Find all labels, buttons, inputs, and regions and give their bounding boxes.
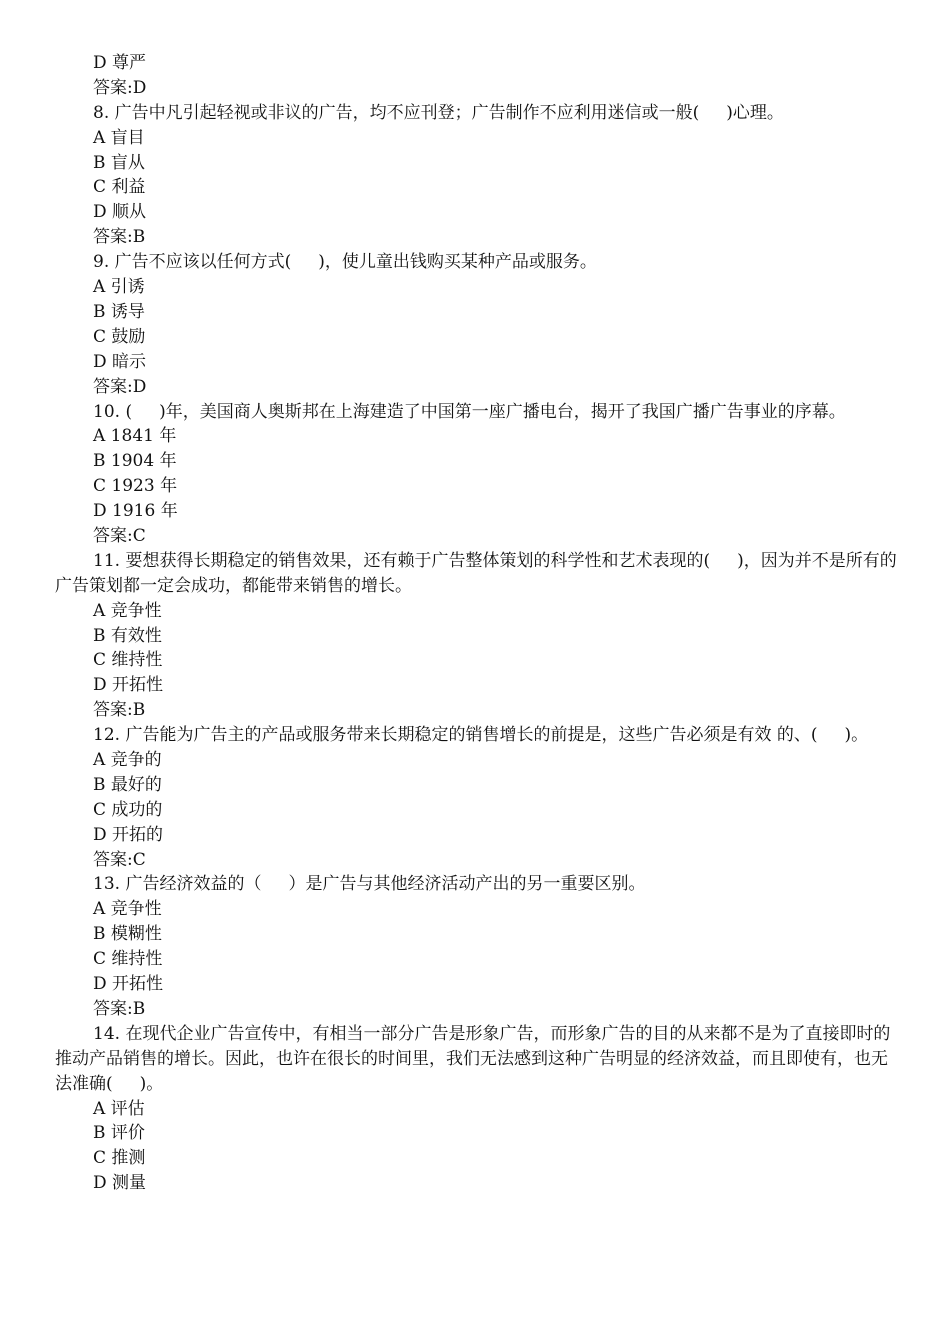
option: A 引诱 [93,277,145,298]
option: C 维持性 [93,949,163,970]
option: B 评价 [93,1123,145,1144]
option: B 1904 年 [93,451,177,472]
option: A 竞争性 [93,899,162,920]
answer: 答案:B [93,998,146,1019]
answer: 答案:B [93,700,146,721]
answer: 答案:B [93,227,146,248]
option: D 测量 [93,1173,147,1194]
option: B 盲从 [93,152,145,173]
option: B 有效性 [93,625,162,646]
question-stem: 14. 在现代企业广告宣传中，有相当一部分广告是形象广告，而形象广告的目的从来都不是为了直接即时的推动产品销售的增长。因此，也许在很长的时间里，我们无法感到这种广告明显的经济效益，而且即使有，也无法准确( )。 [55,1023,891,1094]
option: D 暗示 [93,351,147,372]
option: A 盲目 [93,127,145,148]
question-stem: 8. 广告中凡引起轻视或非议的广告，均不应刊登；广告制作不应利用迷信或一般( )心理。 [93,102,784,123]
question-list [55,51,900,1196]
option: A 竞争的 [93,750,162,771]
option: B 最好的 [93,774,162,795]
question-stem: 11. 要想获得长期稳定的销售效果，还有赖于广告整体策划的科学性和艺术表现的( )，因为并不是所有的广告策划都一定会成功，都能带来销售的增长。 [55,550,897,596]
option: B 模糊性 [93,924,162,945]
option: A 1841 年 [93,426,177,447]
question-stem: 10. ( )年，美国商人奥斯邦在上海建造了中国第一座广播电台，揭开了我国广播广告事业的序幕。 [93,401,846,422]
option: C 推测 [93,1148,146,1169]
question-stem: 13. 广告经济效益的（ ）是广告与其他经济活动产出的另一重要区别。 [93,874,646,895]
option: D 1916 年 [93,501,178,522]
option: C 成功的 [93,799,163,820]
question-stem: 12. 广告能为广告主的产品或服务带来长期稳定的销售增长的前提是，这些广告必须是有效 的、( )。 [93,725,869,746]
option: C 维持性 [93,650,163,671]
answer: 答案:D [93,77,147,98]
option: D 开拓的 [93,824,164,845]
option: C 1923 年 [93,476,178,497]
option: D 开拓性 [93,675,164,696]
option: C 鼓励 [93,326,146,347]
option: D 顺从 [93,202,147,223]
option: C 利益 [93,177,146,198]
option: B 诱导 [93,301,145,322]
option: D 开拓性 [93,974,164,995]
question-stem: 9. 广告不应该以任何方式( )，使儿童出钱购买某种产品或服务。 [93,252,597,273]
option: A 竞争性 [93,600,162,621]
option: A 评估 [93,1098,145,1119]
answer: 答案:C [93,525,146,546]
answer: 答案:C [93,849,146,870]
option: D 尊严 [93,53,147,73]
answer: 答案:D [93,376,147,397]
